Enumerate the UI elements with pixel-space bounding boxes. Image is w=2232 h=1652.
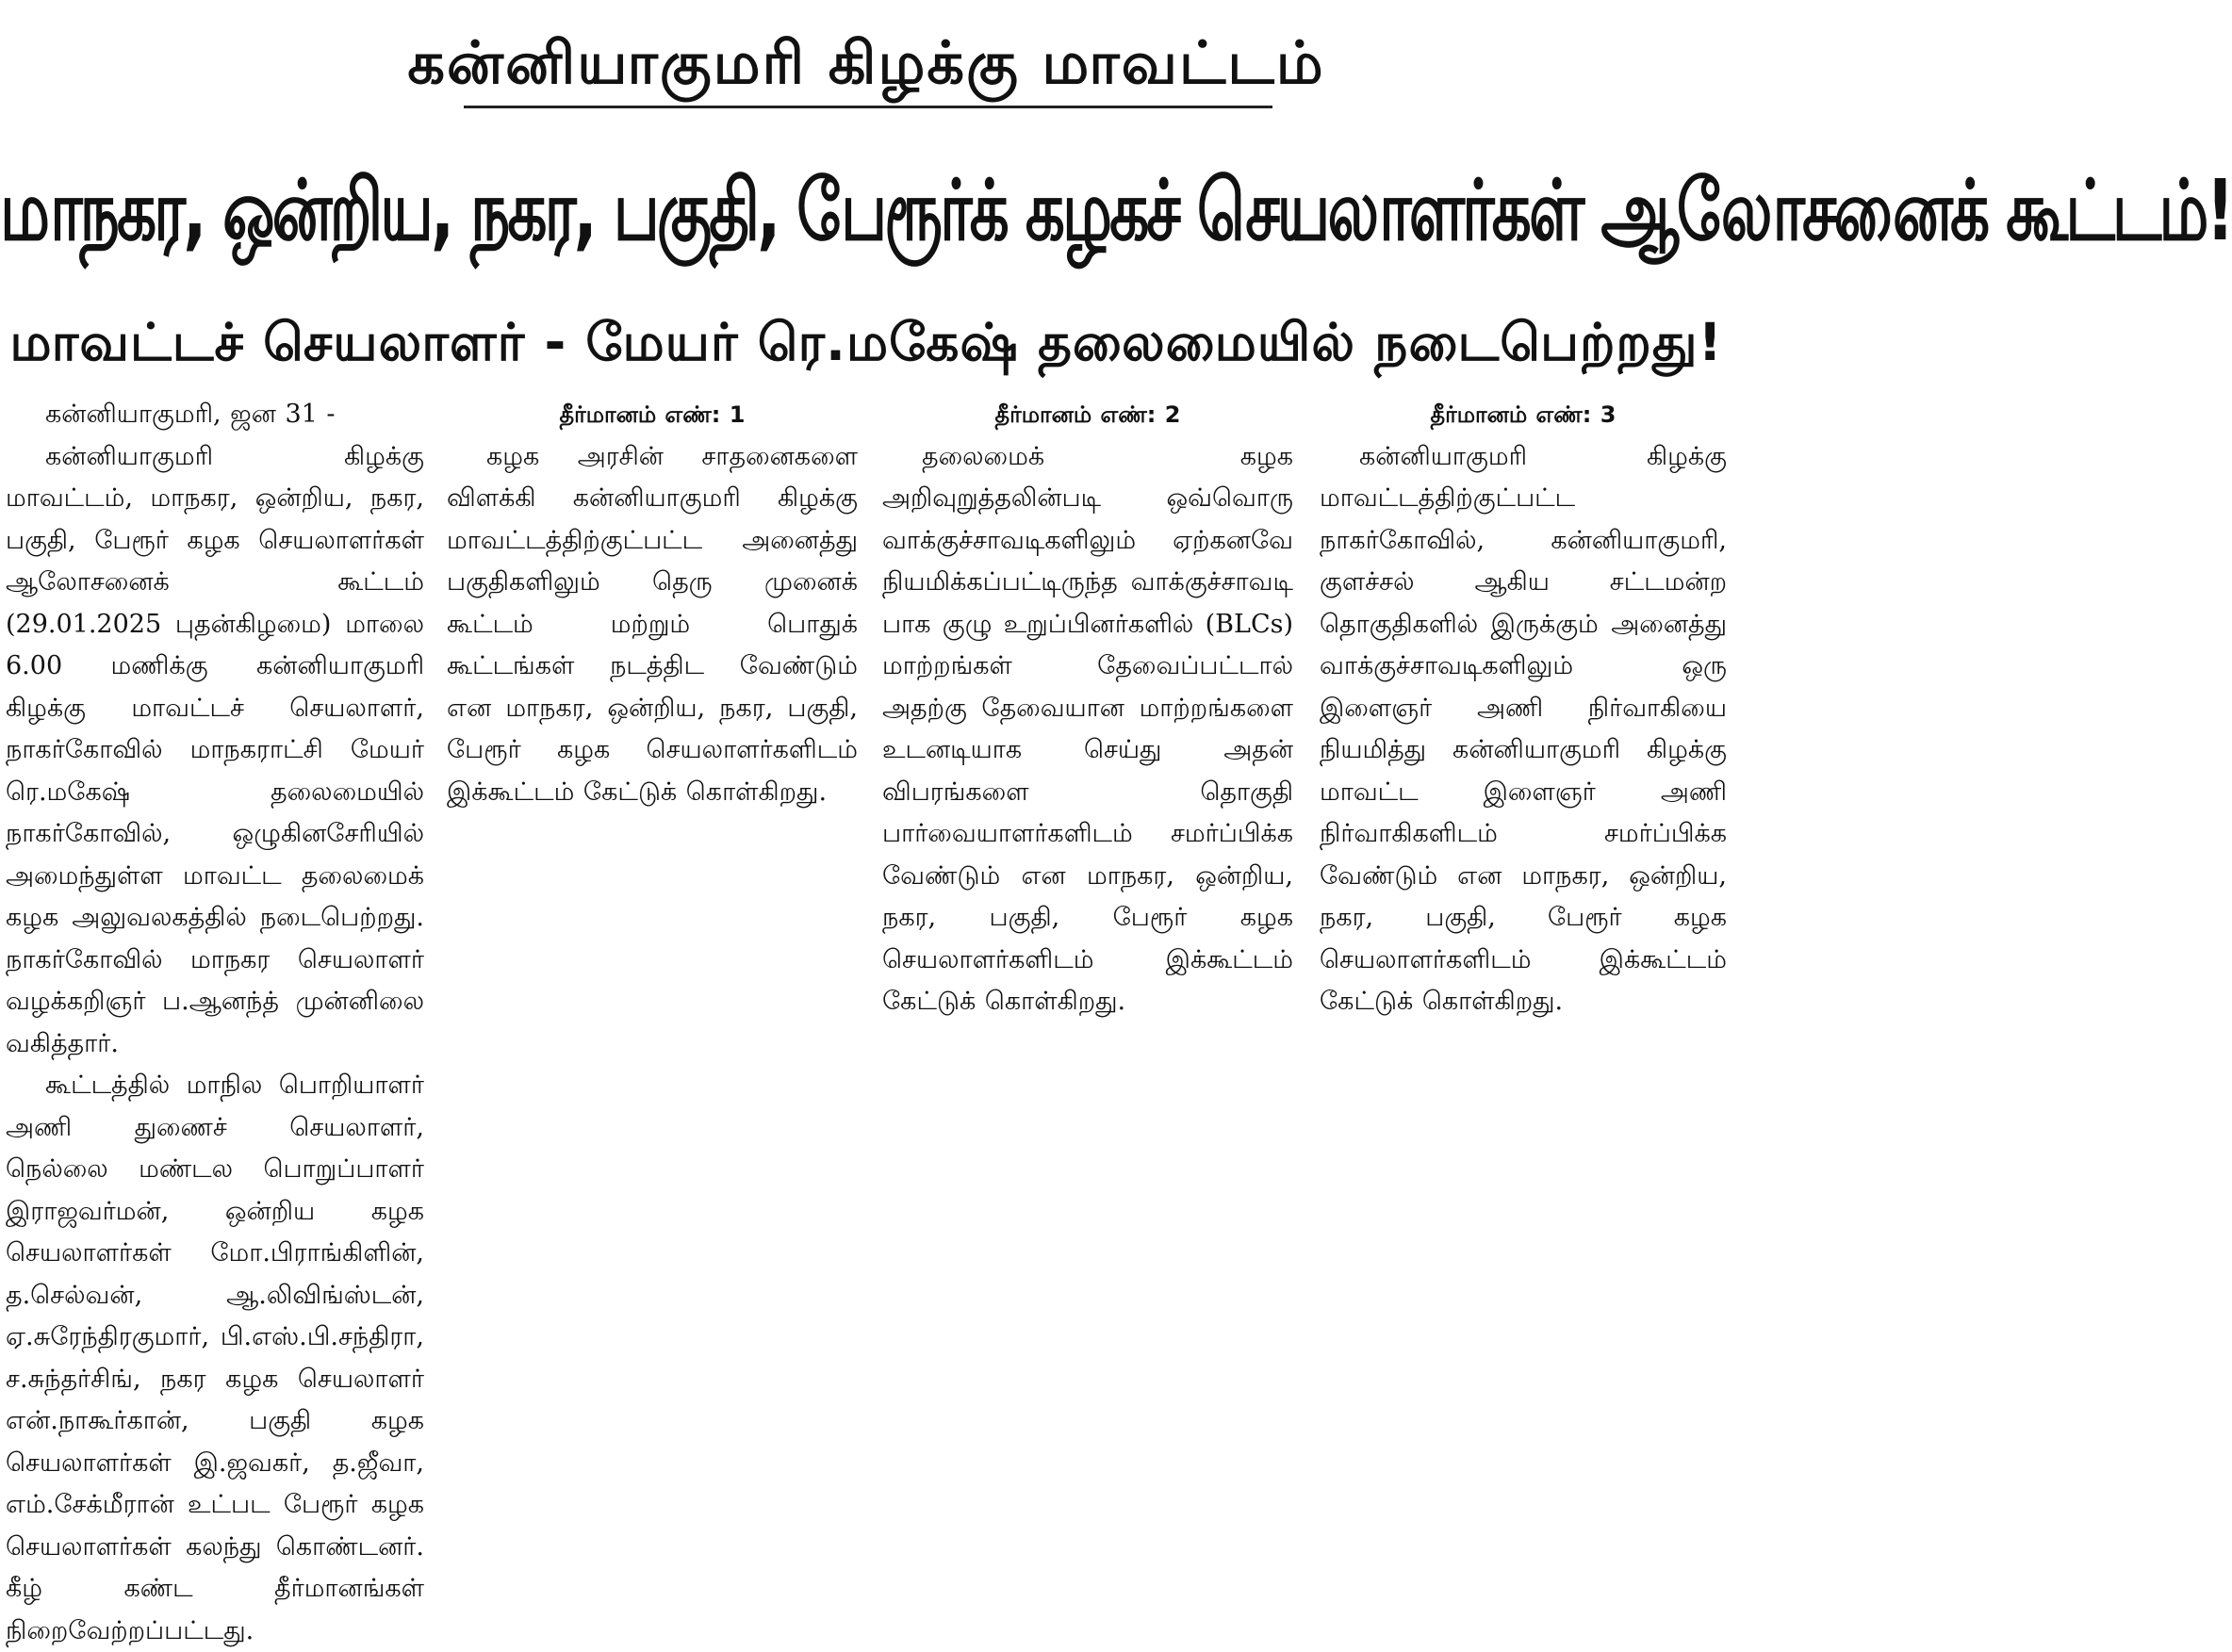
column-3 [882,394,1293,1310]
resolution-2-text: தலைமைக் கழக அறிவுறுத்தலின்படி ஒவ்வொரு வாக்குச்சாவடிகளிலும் ஏற்கனவே நியமிக்கப்பட்டிருந்த வாக்குச்சாவடி பாக குழு உறுப்பினர்களில் (BLCs) மாற்றங்கள் தேவைப்பட்டால் அதற்கு தேவையான மாற்றங்களை உடனடியாக செய்து அதன் விபரங்களை தொகுதி பார்வையாளர்களிடம் சமர்ப்பிக்க வேண்டும் என மாநகர, ஒன்றிய, நகர, பகுதி, பேரூர் கழக செயலாளர்களிடம் இக்கூட்டம் கேட்டுக் கொள்கிறது. [882,441,1293,1016]
intro-paragraph: கன்னியாகுமரி கிழக்கு மாவட்டம், மாநகர, ஒன்றிய, நகர, பகுதி, பேரூர் கழக செயலாளர்கள் ஆலோசனைக் கூட்டம் (29.01.2025 புதன்கிழமை) மாலை 6.00 மணிக்கு கன்னியாகுமரி கிழக்கு மாவட்டச் செயலாளர், நாகர்கோவில் மாநகராட்சி மேயர் ரெ.மகேஷ் தலைமையில் நாகர்கோவில், ஒழுகினசேரியில் அமைந்துள்ள மாவட்ட தலைமைக் கழக அலுவலகத்தில் நடைபெற்றது. நாகர்கோவில் மாநகர செயலாளர் வழக்கறிஞர் ப.ஆனந்த் முன்னிலை வகித்தார். [6,441,424,1058]
resolution-1-text: கழக அரசின் சாதனைகளை விளக்கி கன்னியாகுமரி கிழக்கு மாவட்டத்திற்குட்பட்ட அனைத்து பகுதிகளிலும் தெரு முனைக் கூட்டம் மற்றும் பொதுக் கூட்டங்கள் நடத்திட வேண்டும் என மாநகர, ஒன்றிய, நகர, பகுதி, பேரூர் கழக செயலாளர்களிடம் இக்கூட்டம் கேட்டுக் கொள்கிறது. [447,441,858,807]
kicker-underline [464,106,1272,108]
resolution-3-title: தீர்மானம் எண்: 3 [1430,401,1617,428]
resolution-1-title: தீர்மானம் எண்: 1 [559,401,746,428]
column-4 [1320,394,1727,1310]
column-2 [447,394,858,1310]
section-kicker: கன்னியாகுமரி கிழக்கு மாவட்டம் [407,28,1325,97]
resolution-3-text: கன்னியாகுமரி கிழக்கு மாவட்டத்திற்குட்பட்ட நாகர்கோவில், கன்னியாகுமரி, குளச்சல் ஆகிய சட்டமன்ற தொகுதிகளில் இருக்கும் அனைத்து வாக்குச்சாவடிகளிலும் ஒரு இளைஞர் அணி நிர்வாகியை நியமித்து கன்னியாகுமரி கிழக்கு மாவட்ட இளைஞர் அணி நிர்வாகிகளிடம் சமர்ப்பிக்க வேண்டும் என மாநகர, ஒன்றிய, நகர, பகுதி, பேரூர் கழக செயலாளர்களிடம் இக்கூட்டம் கேட்டுக் கொள்கிறது. [1320,441,1727,1016]
dateline: கன்னியாகுமரி, ஜன 31 - [45,400,336,429]
column-1 [6,394,424,1645]
participants-paragraph: கூட்டத்தில் மாநில பொறியாளர் அணி துணைச் செயலாளர், நெல்லை மண்டல பொறுப்பாளர் இராஜவர்மன், ஒன்றிய கழக செயலாளர்கள் மோ.பிராங்கிளின், த.செல்வன், ஆ.லிவிங்ஸ்டன், ஏ.சுரேந்திரகுமார், பி.எஸ்.பி.சந்திரா, ச.சுந்தர்சிங், நகர கழக செயலாளர் என்.நாகூர்கான், பகுதி கழக செயலாளர்கள் இ.ஜவகர், த.ஜீவா, எம்.சேக்மீரான் உட்பட பேரூர் கழக செயலாளர்கள் கலந்து கொண்டனர். கீழ் கண்ட தீர்மானங்கள் நிறைவேற்றப்பட்டது. [6,1071,424,1645]
headline: மாநகர, ஒன்றிய, நகர, பகுதி, பேரூர்க் கழகச் செயலாளர்கள் ஆலோசனைக் கூட்டம்! [0,161,2232,260]
resolution-2-title: தீர்மானம் எண்: 2 [994,401,1181,428]
subheadline: மாவட்டச் செயலாளர் - மேயர் ரெ.மகேஷ் தலைமையில் நடைபெற்றது! [9,312,1723,372]
article-body [0,394,1732,1645]
